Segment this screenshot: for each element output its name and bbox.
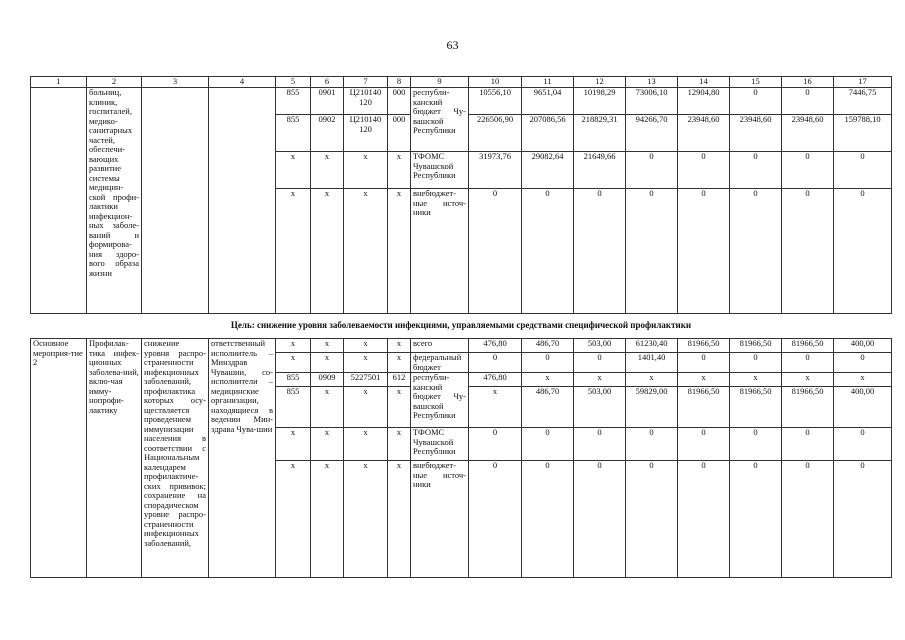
event-type-cell: [31, 88, 87, 314]
amount-cell: 503,00: [574, 339, 626, 353]
amount-cell: 1401,40: [626, 353, 678, 373]
amount-cell: 0: [469, 461, 522, 578]
amount-cell: 12904,80: [678, 88, 730, 115]
section-code-cell: x: [311, 353, 344, 373]
amount-cell: 0: [730, 428, 782, 461]
column-number: 12: [574, 77, 626, 88]
section-code-cell: 0902: [311, 115, 344, 152]
section-code-cell: x: [311, 152, 344, 189]
amount-cell: 0: [834, 461, 892, 578]
event-name-cell: больниц, клиник, госпиталей, медико-санитарных частей, обеспечи-вающих развитие системы медицин-ской профи-лактики инфекцион-ных заболе-ваний и формирова-ния здоро-вого образа жизни: [87, 88, 142, 314]
amount-cell: 0: [730, 461, 782, 578]
amount-cell: 0: [469, 353, 522, 373]
expense-type-cell: 612: [388, 373, 411, 387]
amount-cell: 73006,10: [626, 88, 678, 115]
column-number: 4: [209, 77, 276, 88]
expense-type-cell: 000: [388, 115, 411, 152]
amount-cell: 81966,50: [730, 339, 782, 353]
amount-cell: 0: [678, 461, 730, 578]
program-budget-table: [30, 76, 892, 578]
amount-cell: 31973,76: [469, 152, 522, 189]
amount-cell: 0: [469, 428, 522, 461]
table-row: [31, 339, 892, 353]
executor-cell: ответственный исполнитель – Минздрав Чувашии, со-исполнители – медицинские организации, находящиеся в ведении Мин-здрава Чува-шии: [209, 339, 276, 578]
amount-cell: 0: [834, 428, 892, 461]
amount-cell: 10198,29: [574, 88, 626, 115]
amount-cell: 0: [469, 189, 522, 314]
funding-source-cell: всего: [411, 339, 469, 353]
table-row: [31, 88, 892, 115]
column-number: 15: [730, 77, 782, 88]
event-type-cell: Основное мероприя-тие 2: [31, 339, 87, 578]
goal-text: Цель: снижение уровня заболеваемости инфекциями, управляемыми средствами специфической профилактики: [31, 314, 892, 339]
amount-cell: 0: [782, 189, 834, 314]
amount-cell: 0: [574, 461, 626, 578]
target-article-cell: x: [344, 461, 388, 578]
grbs-code-cell: 855: [276, 115, 311, 152]
amount-cell: 7446,75: [834, 88, 892, 115]
target-article-cell: Ц210140 120: [344, 88, 388, 115]
amount-cell: 81966,50: [678, 387, 730, 428]
funding-source-cell: ТФОМС Чувашской Республики: [411, 152, 469, 189]
column-number: 17: [834, 77, 892, 88]
grbs-code-cell: x: [276, 339, 311, 353]
amount-cell: 0: [782, 428, 834, 461]
column-number: 13: [626, 77, 678, 88]
header-row: [31, 77, 892, 88]
expense-type-cell: x: [388, 152, 411, 189]
funding-source-cell: республи-канский бюджет Чу-вашской Республики: [411, 373, 469, 428]
amount-cell: 23948,60: [678, 115, 730, 152]
amount-cell: 23948,60: [730, 115, 782, 152]
section-code-cell: 0901: [311, 88, 344, 115]
amount-cell: 81966,50: [678, 339, 730, 353]
section-code-cell: x: [311, 428, 344, 461]
amount-cell: 0: [730, 189, 782, 314]
funding-source-cell: внебюджет-ные источ-ники: [411, 461, 469, 578]
column-number: 9: [411, 77, 469, 88]
column-number: 7: [344, 77, 388, 88]
amount-cell: 0: [574, 353, 626, 373]
amount-cell: 0: [782, 353, 834, 373]
funding-source-cell: федеральный бюджет: [411, 353, 469, 373]
section-code-cell: x: [311, 461, 344, 578]
amount-cell: 0: [834, 152, 892, 189]
amount-cell: 0: [782, 152, 834, 189]
amount-cell: 0: [730, 353, 782, 373]
grbs-code-cell: x: [276, 189, 311, 314]
amount-cell: 81966,50: [782, 339, 834, 353]
section-code-cell: x: [311, 387, 344, 428]
amount-cell: 94266,70: [626, 115, 678, 152]
event-name-cell: Профилак-тика инфек-ционных заболева-ний, вклю-чая имму-нопрофи-лактику: [87, 339, 142, 578]
target-article-cell: 5227501: [344, 373, 388, 387]
amount-cell: 29082,64: [522, 152, 574, 189]
amount-cell: 0: [574, 189, 626, 314]
amount-cell: 0: [626, 461, 678, 578]
amount-cell: x: [782, 373, 834, 387]
section-code-cell: 0909: [311, 373, 344, 387]
amount-cell: 486,70: [522, 387, 574, 428]
amount-cell: x: [678, 373, 730, 387]
amount-cell: 21649,66: [574, 152, 626, 189]
amount-cell: x: [626, 373, 678, 387]
target-article-cell: x: [344, 339, 388, 353]
goal-row: [31, 314, 892, 339]
column-number: 14: [678, 77, 730, 88]
expense-type-cell: x: [388, 428, 411, 461]
amount-cell: 486,70: [522, 339, 574, 353]
amount-cell: 0: [678, 353, 730, 373]
grbs-code-cell: x: [276, 461, 311, 578]
expense-type-cell: x: [388, 387, 411, 428]
column-number: 8: [388, 77, 411, 88]
amount-cell: 0: [522, 353, 574, 373]
amount-cell: x: [834, 373, 892, 387]
amount-cell: 0: [522, 189, 574, 314]
expense-type-cell: x: [388, 461, 411, 578]
amount-cell: 400,00: [834, 339, 892, 353]
amount-cell: 81966,50: [730, 387, 782, 428]
column-number: 5: [276, 77, 311, 88]
amount-cell: 400,00: [834, 387, 892, 428]
column-number: 10: [469, 77, 522, 88]
amount-cell: 207086,56: [522, 115, 574, 152]
target-article-cell: x: [344, 189, 388, 314]
expense-type-cell: x: [388, 353, 411, 373]
amount-cell: 0: [522, 461, 574, 578]
amount-cell: 0: [678, 189, 730, 314]
amount-cell: 0: [678, 152, 730, 189]
amount-cell: x: [469, 387, 522, 428]
amount-cell: x: [730, 373, 782, 387]
target-article-cell: x: [344, 387, 388, 428]
amount-cell: 159788,10: [834, 115, 892, 152]
amount-cell: 9651,04: [522, 88, 574, 115]
grbs-code-cell: 855: [276, 373, 311, 387]
grbs-code-cell: 855: [276, 387, 311, 428]
amount-cell: 0: [678, 428, 730, 461]
target-article-cell: x: [344, 152, 388, 189]
target-article-cell: x: [344, 353, 388, 373]
amount-cell: 0: [834, 353, 892, 373]
amount-cell: 0: [782, 461, 834, 578]
amount-cell: 59829,00: [626, 387, 678, 428]
section-code-cell: x: [311, 189, 344, 314]
amount-cell: 0: [626, 189, 678, 314]
expense-type-cell: x: [388, 189, 411, 314]
amount-cell: x: [522, 373, 574, 387]
expense-type-cell: 000: [388, 88, 411, 115]
executor-cell: [209, 88, 276, 314]
amount-cell: 476,80: [469, 339, 522, 353]
column-number: 2: [87, 77, 142, 88]
column-number: 1: [31, 77, 87, 88]
section-code-cell: x: [311, 339, 344, 353]
amount-cell: 0: [522, 428, 574, 461]
amount-cell: 61230,40: [626, 339, 678, 353]
amount-cell: 0: [834, 189, 892, 314]
amount-cell: x: [574, 373, 626, 387]
amount-cell: 10556,10: [469, 88, 522, 115]
grbs-code-cell: x: [276, 152, 311, 189]
amount-cell: 81966,50: [782, 387, 834, 428]
column-number: 11: [522, 77, 574, 88]
amount-cell: 0: [782, 88, 834, 115]
amount-cell: 503,00: [574, 387, 626, 428]
amount-cell: 0: [626, 152, 678, 189]
amount-cell: 0: [730, 88, 782, 115]
page-number: 63: [446, 38, 459, 52]
column-number: 6: [311, 77, 344, 88]
funding-source-cell: внебюджет-ные источ-ники: [411, 189, 469, 314]
funding-source-cell: республи-канский бюджет Чу-вашской Республики: [411, 88, 469, 152]
amount-cell: 226506,90: [469, 115, 522, 152]
grbs-code-cell: x: [276, 353, 311, 373]
amount-cell: 0: [626, 428, 678, 461]
amount-cell: 0: [730, 152, 782, 189]
amount-cell: 218829,31: [574, 115, 626, 152]
funding-source-cell: ТФОМС Чувашской Республики: [411, 428, 469, 461]
amount-cell: 476,80: [469, 373, 522, 387]
amount-cell: 23948,60: [782, 115, 834, 152]
expense-type-cell: x: [388, 339, 411, 353]
amount-cell: 0: [574, 428, 626, 461]
goal-description-cell: снижение уровня распро-страненности инфекционных заболеваний, профилактика которых осу-ществляется проведением иммунизации населения в соответствии с Национальным календарем профилактиче-ских прививок; сохранение на спорадическом уровне распро-страненности инфекционных заболеваний,: [142, 339, 209, 578]
target-article-cell: x: [344, 428, 388, 461]
grbs-code-cell: 855: [276, 88, 311, 115]
target-article-cell: Ц210140 120: [344, 115, 388, 152]
column-number: 3: [142, 77, 209, 88]
grbs-code-cell: x: [276, 428, 311, 461]
goal-description-cell: [142, 88, 209, 314]
column-number: 16: [782, 77, 834, 88]
